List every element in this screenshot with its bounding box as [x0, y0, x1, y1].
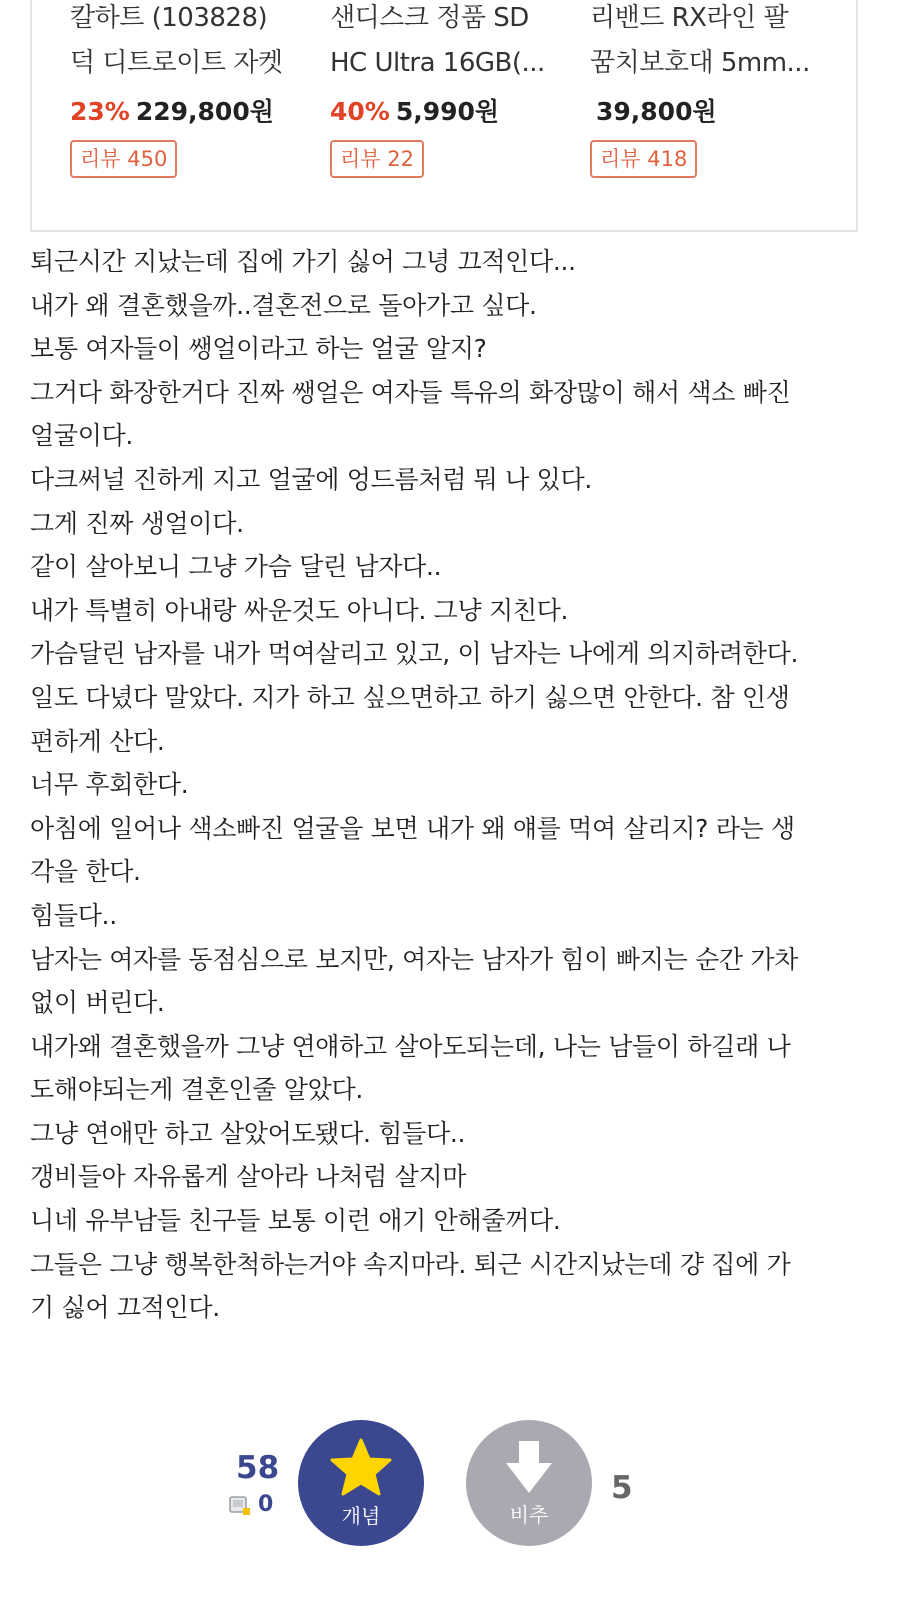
post-text-line: 각을 한다. [30, 857, 141, 887]
product-price: 39,800원 [596, 97, 717, 126]
product-title: 리밴드 RX라인 팔 [590, 3, 789, 33]
post-text-line: 니네 유부남들 친구들 보통 이런 애기 안해줄꺼다. [30, 1206, 561, 1236]
review-badge[interactable]: 리뷰 22 [330, 140, 424, 178]
post-text-line: 아침에 일어나 색소빠진 얼굴을 보면 내가 왜 얘를 먹여 살리지? 라는 생 [30, 813, 795, 843]
post-text-line: 그들은 그냥 행복한척하는거야 속지마라. 퇴근 시간지났는데 걍 집에 가 [30, 1249, 791, 1279]
post-text-line: 얼굴이다. [30, 421, 134, 451]
post-text-line: 편하게 산다. [30, 726, 165, 756]
fixed-upvote-count [228, 1492, 273, 1517]
post-text-line: 같이 살아보니 그냥 가슴 달린 남자다.. [30, 552, 442, 582]
product-item[interactable] [330, 0, 580, 178]
post-text-line: 다크써널 진하게 지고 얼굴에 엉드름처럼 뭐 나 있다. [30, 464, 593, 494]
downvote-count: 5 [611, 1470, 633, 1506]
mobile-fix-icon [228, 1494, 252, 1516]
post-body [30, 240, 860, 1330]
post-text-line: 너무 후회한다. [30, 770, 189, 800]
downvote-label: 비추 [509, 1502, 549, 1527]
product-price: 229,800원 [135, 97, 274, 126]
discount-rate: 23% [70, 97, 130, 126]
product-ad-card [30, 0, 858, 232]
product-price-row [590, 94, 840, 130]
upvote-label: 개념 [341, 1503, 381, 1528]
product-title: 샌디스크 정품 SD [330, 3, 529, 33]
post-text-line: 갱비들아 자유롭게 살아라 나처럼 살지마 [30, 1162, 467, 1192]
upvote-button[interactable] [298, 1420, 424, 1546]
post-text-line: 일도 다녔다 말았다. 지가 하고 싶으면하고 하기 싫으면 안한다. 참 인생 [30, 682, 790, 712]
post-text-line: 없이 버린다. [30, 988, 165, 1018]
down-arrow-icon [504, 1439, 554, 1495]
post-text-line: 힘들다.. [30, 900, 117, 930]
post-text-line: 그게 진짜 생얼이다. [30, 508, 244, 538]
post-text-line: 퇴근시간 지났는데 집에 가기 싫어 그녕 끄적인다... [30, 247, 576, 276]
product-price: 5,990원 [395, 97, 500, 126]
post-text-line: 가슴달린 남자를 내가 먹여살리고 있고, 이 남자는 나에게 의지하려한다. [30, 639, 799, 669]
post-text-line: 내가 특별히 아내랑 싸운것도 아니다. 그냥 지친다. [30, 595, 569, 625]
post-text-line: 보통 여자들이 쌩얼이라고 하는 얼굴 알지? [30, 334, 487, 364]
fixed-count-value: 0 [258, 1492, 274, 1517]
review-badge[interactable]: 리뷰 450 [70, 140, 177, 178]
post-text-line: 남자는 여자를 동점심으로 보지만, 여자는 남자가 힘이 빠지는 순간 가차 [30, 944, 799, 974]
post-text-line: 그냥 연애만 하고 살았어도됐다. 힘들다.. [30, 1118, 466, 1148]
product-title: 칼하트 (103828) [70, 3, 268, 33]
product-title: 꿈치보호대 5mm... [590, 48, 810, 78]
upvote-count: 58 [236, 1450, 280, 1486]
vote-area [0, 1420, 900, 1550]
post-text-line: 기 싫어 끄적인다. [30, 1293, 220, 1323]
downvote-button[interactable] [466, 1420, 592, 1546]
post-text-line: 그거다 화장한거다 진짜 쌩얼은 여자들 특유의 화장많이 해서 색소 빠진 [30, 377, 791, 407]
post-text-line: 도해야되는게 결혼인줄 알았다. [30, 1075, 363, 1105]
product-price-row [70, 94, 320, 130]
discount-rate: 40% [330, 97, 390, 126]
post-text-line: 내가 왜 결혼했을까..결혼전으로 돌아가고 싶다. [30, 290, 537, 320]
star-icon [330, 1438, 392, 1496]
product-item[interactable] [70, 0, 320, 178]
product-price-row [330, 94, 580, 130]
product-title: 덕 디트로이트 자켓 [70, 48, 283, 78]
product-title: HC Ultra 16GB(... [330, 48, 545, 78]
product-item[interactable] [590, 0, 840, 178]
post-text-line: 내가왜 결혼했을까 그냥 연얘하고 살아도되는데, 나는 남들이 하길래 나 [30, 1031, 791, 1061]
review-badge[interactable]: 리뷰 418 [590, 140, 697, 178]
